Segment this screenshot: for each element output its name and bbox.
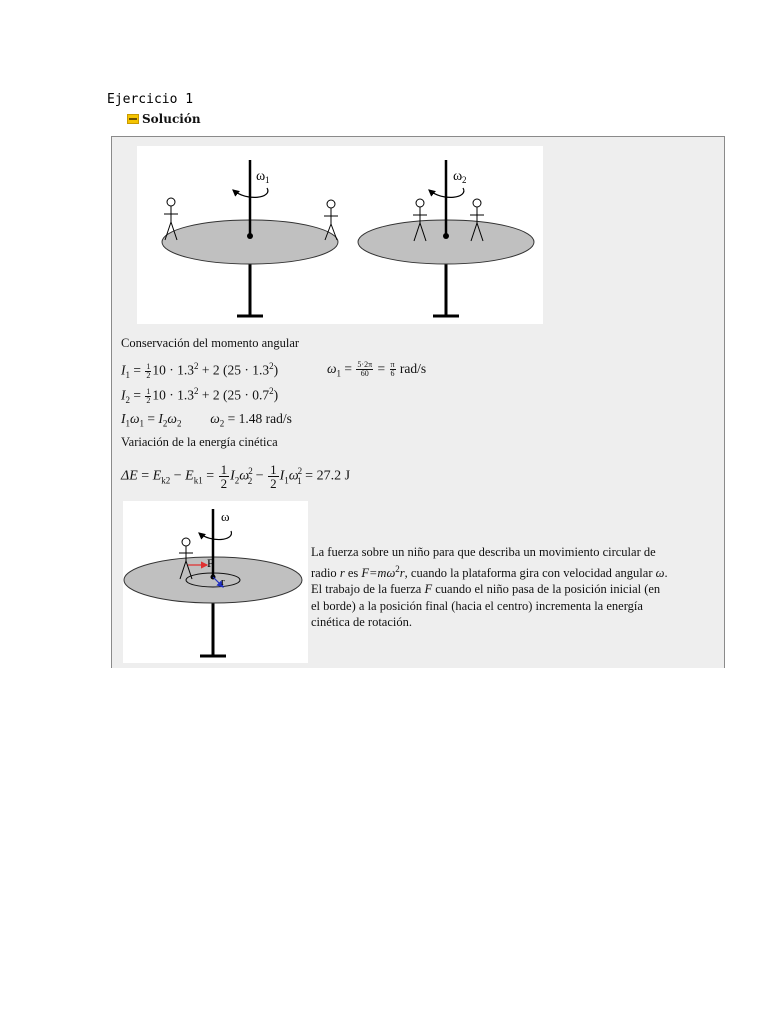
fraction: $\frac{5\cdot 2\pi}{60}$ [357, 360, 373, 379]
eq-symbol: I [121, 387, 126, 403]
energy-result: 27.2 J [316, 468, 351, 484]
eq-symbol: I [121, 362, 126, 378]
solution-toggle[interactable] [127, 112, 201, 126]
equation-omega1: $\omega_1$ = $\frac{5\cdot 2\pi}{60}$ = $\frac{\pi}{6}$ rad/s [327, 360, 427, 379]
force-figure [123, 501, 308, 663]
equation-I1: $I_1$ = $\frac{1}{2}$ $10 \cdot 1.3^2 + 2$ $(25 \cdot 1.3^2)$ [121, 361, 279, 381]
equation-I2: $I_2$ = $\frac{1}{2}$ $10 \cdot 1.3^2 + 2$ $(25 \cdot 0.7^2)$ [121, 386, 279, 406]
equation-energy: $\Delta E = E_{k2} - E_{k1}$ = $\frac{1}{2}$ $I_2\omega^2_2$ − $\frac{1}{2}$ $I_1\omega^2_1 = 27.2$ J [121, 462, 351, 491]
force-explanation: La fuerza sobre un niño para que describa un movimiento circular de radio r es $F=m\omega^2r$, cuando la plataforma gira con velocidad angular ω. El trabajo de la fuerza F cuando el niño pasa de la posición inicial (en el borde) a la posición final (hacia el centro) incrementa la energía cinética de rotación. [311, 545, 668, 630]
omega-label: ω [221, 509, 230, 524]
section-conservation: Conservación del momento angular [121, 336, 300, 350]
force-label: F [207, 556, 214, 570]
fraction: $\frac{1}{2}$ [146, 386, 151, 405]
omega1-label: ω [256, 169, 266, 184]
exercise-title: Ejercicio 1 [107, 92, 194, 107]
platforms-diagram [137, 146, 543, 324]
omega2-label: ω [453, 169, 463, 184]
eq-subscript: 1 [125, 370, 130, 381]
omega2-result: 1.48 rad/s [238, 411, 292, 426]
platform-left [162, 160, 338, 316]
fraction: $\frac{\pi}{6}$ [390, 360, 395, 379]
platform-right [358, 160, 534, 316]
solution-toggle-label: Solución [142, 112, 201, 126]
omega2-subscript: 2 [462, 175, 467, 185]
force-diagram [123, 501, 308, 663]
omega1-subscript: 1 [265, 175, 270, 185]
fraction: $\frac{1}{2}$ [146, 361, 151, 380]
eq-symbol: ω [327, 361, 337, 376]
section-energy: Variación de la energía cinética [121, 435, 278, 449]
equation-conservation: $I_1\omega_1 = I_2\omega_2$ $\omega_2 = 1.48$ rad/s [121, 411, 292, 429]
radius-label: r [221, 576, 225, 588]
collapse-icon[interactable] [127, 114, 139, 124]
platforms-figure [137, 146, 543, 324]
